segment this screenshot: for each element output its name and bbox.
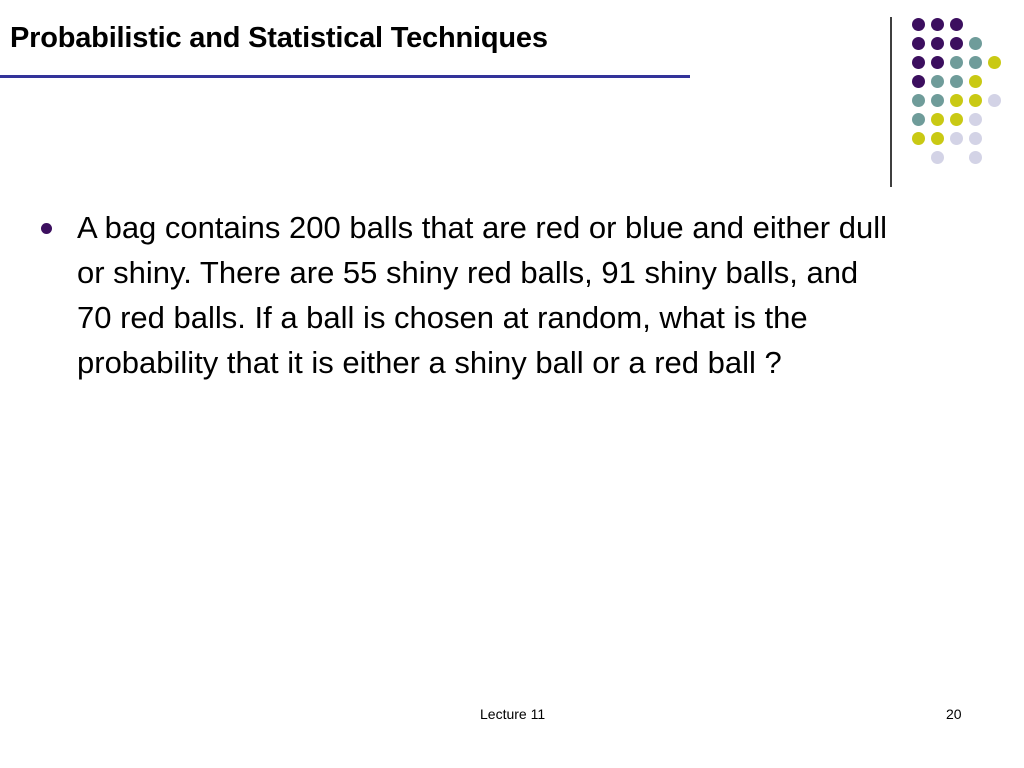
decorative-dot <box>912 56 925 69</box>
decorative-dot <box>969 113 982 126</box>
decorative-dot <box>950 37 963 50</box>
decorative-dot <box>931 151 944 164</box>
decorative-dot <box>950 75 963 88</box>
bullet-dot-icon <box>41 223 52 234</box>
decorative-dot <box>931 132 944 145</box>
decorative-dot <box>969 56 982 69</box>
bullet-item <box>41 205 901 385</box>
bullet-list <box>41 205 901 385</box>
decorative-dot <box>931 94 944 107</box>
decorative-dot <box>931 56 944 69</box>
footer-page-number: 20 <box>946 706 962 722</box>
decorative-dot <box>912 132 925 145</box>
decorative-dot <box>912 94 925 107</box>
decorative-dot <box>950 18 963 31</box>
decorative-dot <box>969 94 982 107</box>
decorative-dot <box>969 151 982 164</box>
decorative-dot <box>950 132 963 145</box>
decorative-dot <box>950 56 963 69</box>
decorative-dot <box>969 75 982 88</box>
decorative-dot <box>988 56 1001 69</box>
slide-title: Probabilistic and Statistical Techniques <box>10 22 548 54</box>
decorative-dot <box>988 94 1001 107</box>
decorative-dot <box>931 113 944 126</box>
decorative-dot <box>950 113 963 126</box>
decorative-dot <box>931 37 944 50</box>
decorative-dot <box>950 94 963 107</box>
bullet-text: A bag contains 200 balls that are red or blue and either dull or shiny. There are 55 shiny red balls, 91 shiny balls, and 70 red balls. If a ball is chosen at random, what is the probability that it is either a shiny ball or a red ball ? <box>77 210 887 380</box>
decorative-dot <box>931 75 944 88</box>
footer-lecture-label: Lecture 11 <box>480 706 546 722</box>
decorative-dot <box>912 75 925 88</box>
decorative-dot <box>931 18 944 31</box>
decorative-dot <box>912 37 925 50</box>
decorative-dot <box>969 132 982 145</box>
decorative-dot <box>969 37 982 50</box>
decorative-dot <box>912 18 925 31</box>
decorative-dot <box>912 113 925 126</box>
decorative-dot-grid <box>0 0 1024 200</box>
